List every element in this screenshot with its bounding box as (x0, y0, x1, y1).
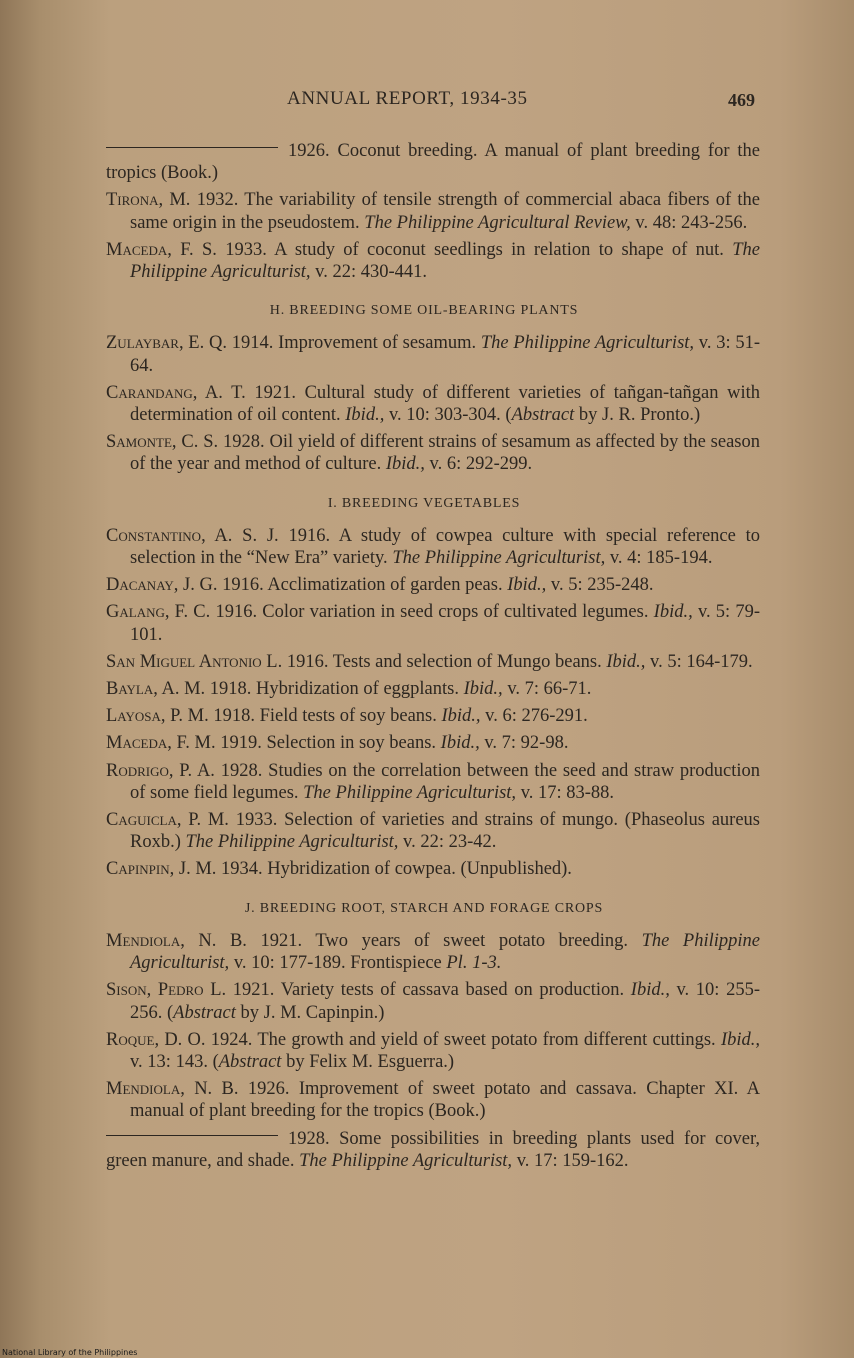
entry-author: San Miguel Antonio L. (106, 651, 283, 672)
bibliography-entry: 1928. Some possibilities in breeding plants used for cover, green manure, and shade. The Philippine Agriculturist, v. 17: 159-162. (106, 1128, 760, 1171)
entry-author: Samonte, C. S. (106, 432, 219, 453)
bibliography-entry: Dacanay, J. G. 1916. Acclimatization of garden peas. Ibid., v. 5: 235-248. (106, 575, 654, 596)
section-heading: H. BREEDING SOME OIL-BEARING PLANTS (269, 303, 579, 319)
entry-author: Bayla, A. M. (106, 679, 206, 700)
bibliography-entry: Galang, F. C. 1916. Color variation in seed crops of cultivated legumes. Ibid., v. 5: 79-101. (106, 602, 761, 645)
bibliography-entry: Tirona, M. 1932. The variability of tensile strength of commercial abaca fibers of the same origin in the pseudostem. The Philippine Agricultural Review, v. 48: 243-256. (106, 190, 761, 233)
bibliography-entry: Mendiola, N. B. 1926. Improvement of sweet potato and cassava. Chapter XI. A manual of plant breeding for the tropics (Book.) (106, 1079, 760, 1122)
entry-author: Capinpin, J. M. (106, 859, 217, 880)
entry-author: Sison, Pedro L. (106, 980, 227, 1001)
library-watermark: National Library of the Philippines (2, 1348, 138, 1357)
bibliography-entry: Maceda, F. S. 1933. A study of coconut seedlings in relation to shape of nut. The Philippine Agriculturist, v. 22: 430-441. (106, 239, 761, 283)
entry-author: Mendiola, N. B. (106, 930, 247, 951)
bibliography-entry: Constantino, A. S. J. 1916. A study of cowpea culture with special reference to selection in the “New Era” variety. The Philippine Agriculturist, v. 4: 185-194. (106, 525, 760, 569)
running-header (0, 88, 854, 118)
bibliography-entry: Carandang, A. T. 1921. Cultural study of different varieties of tañgan-tañgan with determination of oil content. Ibid., v. 10: 303-304. (Abstract by J. R. Pronto.) (106, 382, 760, 426)
bibliography-entry: Samonte, C. S. 1928. Oil yield of different strains of sesamum as affected by the season of the year and method of culture. Ibid., v. 6: 292-299. (106, 432, 760, 475)
entry-author: Carandang, A. T. (106, 382, 246, 403)
entry-author: Caguicla, P. M. (106, 810, 229, 831)
page-number: 469 (728, 90, 755, 110)
bibliography-entry: Caguicla, P. M. 1933. Selection of varieties and strains of mungo. (Phaseolus aureus Roxb.) The Philippine Agriculturist, v. 22: 23-42. (106, 810, 761, 853)
bibliography-entry: San Miguel Antonio L. 1916. Tests and selection of Mungo beans. Ibid., v. 5: 164-179. (106, 651, 753, 672)
bibliography-entry: Layosa, P. M. 1918. Field tests of soy beans. Ibid., v. 6: 276-291. (106, 706, 588, 727)
entry-author: Layosa, P. M. (106, 706, 209, 727)
bibliography-entry: Roque, D. O. 1924. The growth and yield of sweet potato from different cuttings. Ibid., v. 13: 143. (Abstract by Felix M. Esguerra.) (106, 1029, 760, 1072)
section-heading: J. BREEDING ROOT, STARCH AND FORAGE CROPS (244, 900, 604, 916)
bibliography-entry: Capinpin, J. M. 1934. Hybridization of cowpea. (Unpublished). (106, 859, 572, 880)
ditto-dash (106, 1135, 278, 1136)
entry-author: Constantino, A. S. J. (106, 525, 279, 546)
bibliography-entry: Sison, Pedro L. 1921. Variety tests of cassava based on production. Ibid., v. 10: 255-256. (Abstract by J. M. Capinpin.) (106, 980, 761, 1023)
bibliography-body (88, 140, 760, 1177)
entry-author: Dacanay, J. G. (106, 575, 218, 596)
bibliography-entry: 1926. Coconut breeding. A manual of plant breeding for the tropics (Book.) (106, 141, 760, 184)
entry-author: Rodrigo, P. A. (106, 760, 215, 781)
entry-author: Zulaybar, E. Q. (106, 333, 227, 354)
bibliography-entry: Mendiola, N. B. 1921. Two years of sweet potato breeding. The Philippine Agriculturist, v. 10: 177-189. Frontispiece Pl. 1-3. (106, 930, 760, 974)
entry-author: Galang, F. C. (106, 602, 211, 623)
header-title: ANNUAL REPORT, 1934-35 (287, 88, 528, 109)
bibliography-entry: Maceda, F. M. 1919. Selection in soy beans. Ibid., v. 7: 92-98. (106, 733, 569, 754)
bibliography-entry: Zulaybar, E. Q. 1914. Improvement of sesamum. The Philippine Agriculturist, v. 3: 51-64. (106, 333, 761, 376)
entry-author: Mendiola, N. B. (106, 1079, 239, 1100)
bibliography-entry: Rodrigo, P. A. 1928. Studies on the correlation between the seed and straw production of some field legumes. The Philippine Agriculturist, v. 17: 83-88. (106, 760, 761, 803)
section-heading: I. BREEDING VEGETABLES (327, 495, 521, 511)
entry-author: Maceda, F. M. (106, 733, 216, 754)
entry-author: Tirona, M. (106, 190, 191, 211)
entry-author: Maceda, F. S. (106, 239, 217, 260)
bibliography-entry: Bayla, A. M. 1918. Hybridization of eggplants. Ibid., v. 7: 66-71. (106, 679, 592, 700)
entry-author: Roque, D. O. (106, 1029, 206, 1050)
ditto-dash (106, 147, 278, 148)
